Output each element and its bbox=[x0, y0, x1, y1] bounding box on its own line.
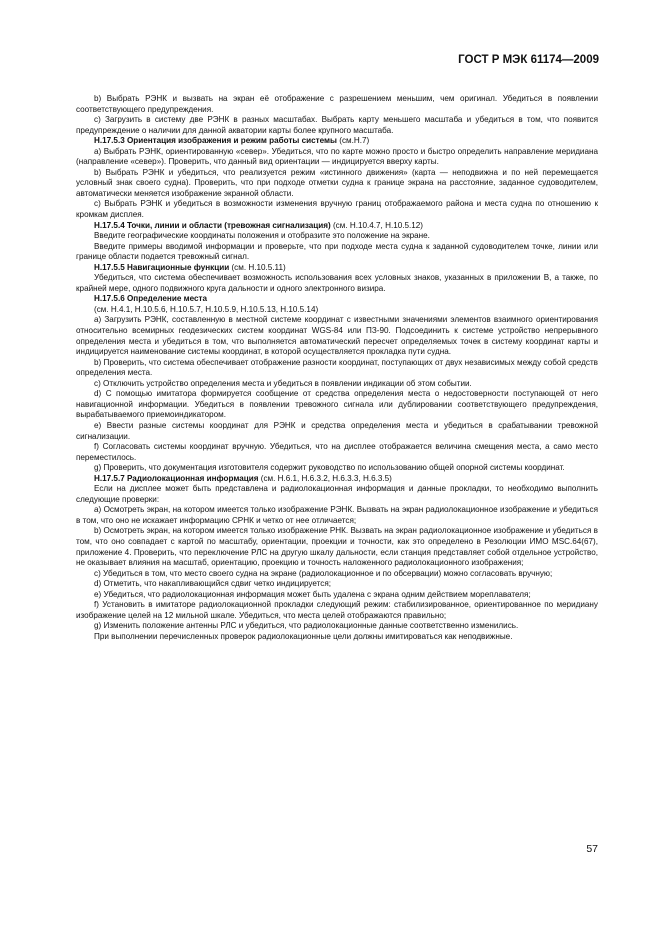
section-heading-title: H.17.5.3 Ориентация изображения и режим работы системы bbox=[94, 136, 337, 146]
paragraph: c) Убедиться в том, что место своего судна на экране (радиолокационное и по обсервации) можно согласовать вручную; bbox=[94, 568, 553, 578]
paragraph: g) Проверить, что документация изготовителя содержит руководство по использованию общей опорной системы координат. bbox=[94, 463, 565, 473]
paragraph: Введите географические координаты положения и отобразите это положение на экране. bbox=[94, 231, 430, 241]
document-header: ГОСТ Р МЭК 61174—2009 bbox=[458, 54, 599, 66]
paragraph: a) Выбрать РЭНК, ориентированную «север». Убедиться, что по карте можно просто и быстро определить направление меридиана (направление «север»). Проверить, что данный вид ориентации — индицируется вверху карты. bbox=[76, 146, 598, 167]
section-heading-ref: (см. H.10.4.7, H.10.5.12) bbox=[330, 220, 424, 230]
paragraph: При выполнении перечисленных проверок радиолокационные цели должны имитироваться как неподвижные. bbox=[94, 631, 513, 641]
section-heading-ref: (см. H.10.5.11) bbox=[229, 262, 286, 272]
paragraph: c) Отключить устройство определения места и убедиться в появлении индикации об этом событии. bbox=[94, 378, 472, 388]
section-heading-ref: (см.Н.7) bbox=[337, 136, 370, 146]
paragraph: b) Осмотреть экран, на котором имеется только изображение РНК. Вызвать на экран радиолокационное изображение и убедиться в том, что оно совпадает с картой по масштабу, ориентации, проекции и точности, как это определено в Резолюции ИМО MSC.64(67), приложение 4. Проверить, что переключение РЛС на другую шкалу дальности, если станция представляет собой отдельное устройство, не оказывает влияния на масштаб, ориентацию, проекцию и точность наложенного радиолокационного изображения; bbox=[76, 526, 598, 568]
paragraph: g) Изменить положение антенны РЛС и убедиться, что радиолокационные данные соответственно изменились. bbox=[94, 621, 519, 631]
section-heading bbox=[76, 474, 598, 485]
paragraph: b) Выбрать РЭНК и вызвать на экран её отображение с разрешением меньшим, чем оригинал. Убедиться в появлении соответствующего предупреждения. bbox=[76, 94, 598, 114]
paragraph: e) Ввести разные системы координат для РЭНК и средства определения места и убедиться в срабатывании тревожной сигнализации. bbox=[76, 420, 598, 441]
paragraph: e) Убедиться, что радиолокационная информация может быть удалена с экрана одним действием мореплавателя; bbox=[94, 589, 531, 599]
paragraph: d) С помощью имитатора формируется сообщение от средства определения места о недостоверности поступающей от него навигационной информации. Убедиться в появлении тревожного сигнала или дублировании соответствующего предупреждения, вырабатываемого приемоиндикатором. bbox=[76, 389, 598, 420]
page-number: 57 bbox=[586, 843, 598, 855]
paragraph: a) Загрузить РЭНК, составленную в местной системе координат с известными значениями элементов взаимного ориентирования относительно всемирных геодезических систем координат WGS-84 или ПЗ-90. Подсоединить к системе устройство непрерывного определения места и убедиться в том, что выполняется автоматический пересчет определяемых точек в систему координат карты и индицируется наименование системы координат, в которой осуществляется прокладка пути судна. bbox=[76, 315, 598, 357]
section-heading-title: H.17.5.5 Навигационные функции bbox=[94, 262, 230, 272]
paragraph: c) Выбрать РЭНК и убедиться в возможности изменения вручную границ отображаемого района и места судна по отношению к кромкам дисплея. bbox=[76, 199, 598, 220]
paragraph: f) Установить в имитаторе радиолокационной прокладки следующий режим: стабилизированное, ориентированное по меридиану изображение целей на 12 мильной шкале. Убедиться, что места целей отображаются правильно; bbox=[76, 600, 598, 620]
section-heading-title: H.17.5.6 Определение места bbox=[94, 294, 208, 304]
paragraph: (см. H.4.1, H.10.5.6, H.10.5.7, H.10.5.9, H.10.5.13, H.10.5.14) bbox=[94, 304, 319, 314]
section-heading-ref: (см. H.6.1, H.6.3.2, H.6.3.3, H.6.3.5) bbox=[258, 473, 392, 483]
section-heading bbox=[76, 294, 598, 305]
section-heading-title: H.17.5.7 Радиолокационная информация bbox=[94, 473, 259, 483]
paragraph: b) Проверить, что система обеспечивает отображение разности координат, поступающих от двух независимых между собой средств определения места. bbox=[76, 357, 598, 378]
paragraph: Введите примеры вводимой информации и проверьте, что при подходе места судна к заданной судоводителем точке, линии или границе области подается тревожный сигнал. bbox=[76, 241, 598, 262]
paragraph: c) Загрузить в систему две РЭНК в разных масштабах. Выбрать карту меньшего масштаба и убедиться в том, что появится предупреждение о наличии для данной акватории карты более крупного масштаба. bbox=[76, 115, 598, 135]
paragraph: Если на дисплее может быть представлена и радиолокационная информация и данные прокладки, то необходимо выполнить следующие проверки: bbox=[76, 484, 598, 504]
paragraph: a) Осмотреть экран, на котором имеется только изображение РЭНК. Вызвать на экран радиолокационное изображение и убедиться в том, что оно не искажает информацию СРНК и четко от нее отличается; bbox=[76, 505, 598, 525]
paragraph: d) Отметить, что накапливающийся сдвиг четко индицируется; bbox=[94, 579, 331, 589]
paragraph: f) Согласовать системы координат вручную. Убедиться, что на дисплее отображается величина смещения места, а само место переместилось. bbox=[76, 442, 598, 462]
section-heading bbox=[76, 136, 598, 147]
paragraph: b) Выбрать РЭНК и убедиться, что реализуется режим «истинного движения» (карта — неподвижна и по ней перемещается условный знак своего судна). Проверить, что при подходе отметки судна к границе экрана на расстояние, заданное судоводителем, автоматически меняется изображение экранной области. bbox=[76, 167, 598, 198]
paragraph: Убедиться, что система обеспечивает возможность использования всех условных знаков, указанных в приложении B, а также, по крайней мере, одного подвижного круга дальности и одного электронного визира. bbox=[76, 273, 598, 293]
section-heading-title: H.17.5.4 Точки, линии и области (тревожная сигнализация) bbox=[94, 220, 331, 230]
document-body bbox=[76, 94, 598, 642]
section-heading bbox=[76, 263, 598, 274]
section-heading bbox=[76, 221, 598, 232]
